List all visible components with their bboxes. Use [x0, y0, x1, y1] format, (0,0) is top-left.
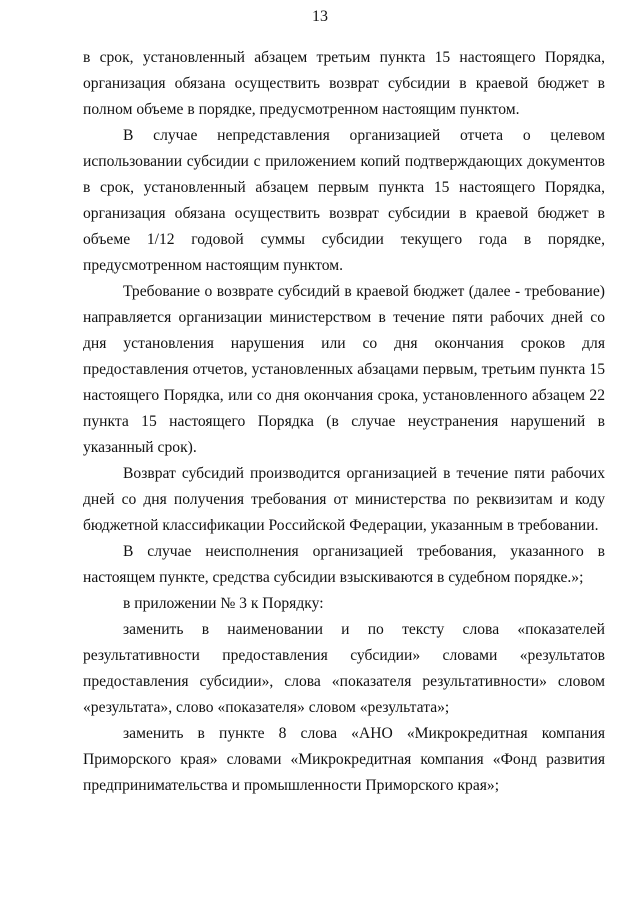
paragraph-refund-deadline: в срок, установленный абзацем третьим пункта 15 настоящего Порядка, организация обязана осуществить возврат субсидии в краевой бюджет в полном объеме в порядке, предусмотренном настоящим пунктом.: [83, 49, 605, 118]
paragraph-court-recovery: В случае неисполнения организацией требования, указанного в настоящем пункте, средства субсидии взыскиваются в судебном порядке.»;: [83, 543, 605, 586]
paragraph-replace-words: заменить в наименовании и по тексту слова «показателей результативности предоставления субсидии» словами «результатов предоставления субсидии», слова «показателя результативности» словом «результата», слово «показателя» словом «результата»;: [83, 621, 605, 716]
page-number: 13: [312, 8, 328, 25]
paragraph-appendix-3: в приложении № 3 к Порядку:: [123, 595, 324, 612]
paragraph-refund-execution: Возврат субсидий производится организацией в течение пяти рабочих дней со дня получения требования от министерства по реквизитам и коду бюджетной классификации Российской Федерации, указанным в требовании.: [83, 465, 605, 534]
paragraph-refund-demand: Требование о возврате субсидий в краевой бюджет (далее - требование) направляется организации министерством в течение пяти рабочих дней со дня установления нарушения или со дня окончания сроков для предоставления отчетов, установленных абзацами первым, третьим пункта 15 настоящего Порядка, или со дня окончания срока, установленного абзацем 22 пункта 15 настоящего Порядка (в случае неустранения нарушений в указанный срок).: [83, 283, 605, 456]
paragraph-report-failure: В случае непредставления организацией отчета о целевом использовании субсидии с приложением копий подтверждающих документов в срок, установленный абзацем первым пункта 15 настоящего Порядка, организация обязана осуществить возврат субсидии в краевой бюджет в объеме 1/12 годовой суммы субсидии текущего года в порядке, предусмотренном настоящим пунктом.: [83, 127, 605, 274]
paragraph-replace-point-8: заменить в пункте 8 слова «АНО «Микрокредитная компания Приморского края» словами «Микрокредитная компания «Фонд развития предпринимательства и промышленности Приморского края»;: [83, 725, 605, 794]
document-body: [83, 45, 605, 799]
